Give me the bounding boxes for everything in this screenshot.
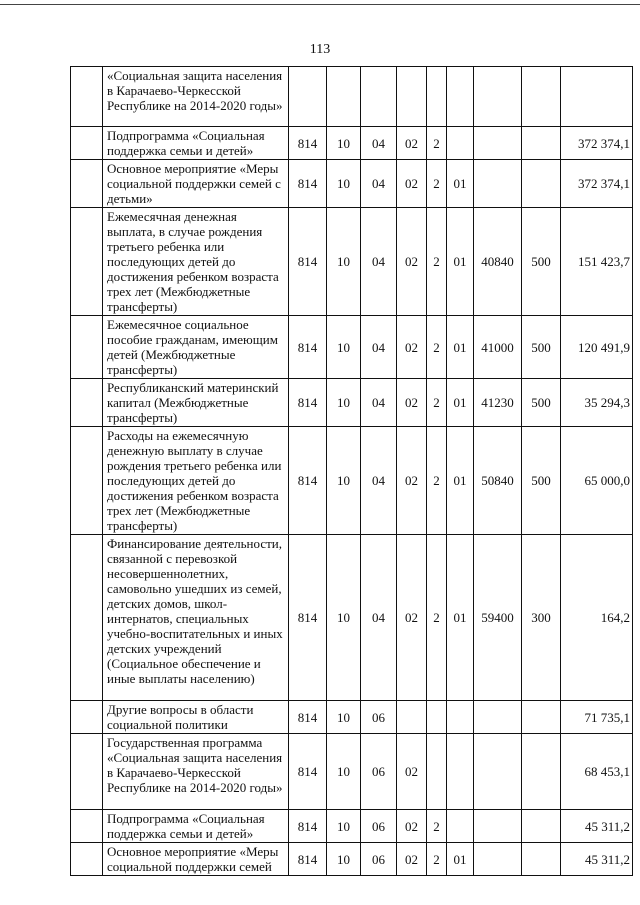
section-code: 10	[327, 734, 361, 810]
target-article-part-4: 41230	[474, 379, 522, 427]
grbs-code: 814	[289, 316, 327, 379]
amount: 65 000,0	[561, 427, 633, 535]
target-article-part-3	[447, 127, 474, 160]
target-article-part-2: 2	[427, 379, 447, 427]
row-number-cell	[71, 316, 103, 379]
table-row	[71, 316, 633, 379]
target-article-part-1: 02	[397, 843, 427, 876]
target-article-part-3	[447, 67, 474, 127]
row-number-cell	[71, 427, 103, 535]
row-number-cell	[71, 208, 103, 316]
item-name: Подпрограмма «Социальная поддержка семьи и детей»	[103, 810, 289, 843]
expense-type-code	[522, 67, 561, 127]
target-article-part-1: 02	[397, 208, 427, 316]
scan-top-edge	[0, 4, 640, 5]
target-article-part-1: 02	[397, 427, 427, 535]
target-article-part-3: 01	[447, 535, 474, 701]
table-row	[71, 208, 633, 316]
target-article-part-1: 02	[397, 127, 427, 160]
target-article-part-4	[474, 160, 522, 208]
item-name: Другие вопросы в области социальной политики	[103, 701, 289, 734]
grbs-code: 814	[289, 127, 327, 160]
amount: 164,2	[561, 535, 633, 701]
row-number-cell	[71, 843, 103, 876]
page-number: 113	[309, 42, 331, 57]
subsection-code: 04	[361, 208, 397, 316]
section-code: 10	[327, 535, 361, 701]
amount: 68 453,1	[561, 734, 633, 810]
amount: 372 374,1	[561, 127, 633, 160]
target-article-part-4	[474, 67, 522, 127]
target-article-part-3: 01	[447, 208, 474, 316]
item-name: «Социальная защита населения в Карачаево-Черкесской Республике на 2014-2020 годы»	[103, 67, 289, 127]
expense-type-code	[522, 127, 561, 160]
grbs-code: 814	[289, 734, 327, 810]
table-row	[71, 810, 633, 843]
row-number-cell	[71, 127, 103, 160]
expense-type-code: 500	[522, 316, 561, 379]
target-article-part-3: 01	[447, 379, 474, 427]
amount: 45 311,2	[561, 843, 633, 876]
target-article-part-3: 01	[447, 160, 474, 208]
table-row	[71, 67, 633, 127]
target-article-part-4: 59400	[474, 535, 522, 701]
expense-type-code: 500	[522, 208, 561, 316]
amount: 372 374,1	[561, 160, 633, 208]
target-article-part-4: 40840	[474, 208, 522, 316]
target-article-part-1: 02	[397, 810, 427, 843]
item-name: Республиканский материнский капитал (Межбюджетные трансферты)	[103, 379, 289, 427]
table-row	[71, 427, 633, 535]
section-code: 10	[327, 701, 361, 734]
section-code: 10	[327, 316, 361, 379]
target-article-part-2: 2	[427, 127, 447, 160]
item-name: Государственная программа «Социальная защита населения в Карачаево-Черкесской Республике на 2014-2020 годы»	[103, 734, 289, 810]
target-article-part-2	[427, 701, 447, 734]
subsection-code	[361, 67, 397, 127]
grbs-code: 814	[289, 810, 327, 843]
subsection-code: 04	[361, 427, 397, 535]
target-article-part-4	[474, 810, 522, 843]
grbs-code: 814	[289, 535, 327, 701]
row-number-cell	[71, 160, 103, 208]
expense-type-code	[522, 701, 561, 734]
subsection-code: 06	[361, 810, 397, 843]
expense-type-code	[522, 160, 561, 208]
subsection-code: 04	[361, 379, 397, 427]
target-article-part-3	[447, 734, 474, 810]
target-article-part-1	[397, 67, 427, 127]
target-article-part-2: 2	[427, 160, 447, 208]
target-article-part-3	[447, 810, 474, 843]
target-article-part-1: 02	[397, 734, 427, 810]
amount: 45 311,2	[561, 810, 633, 843]
row-number-cell	[71, 734, 103, 810]
grbs-code: 814	[289, 427, 327, 535]
expense-type-code	[522, 810, 561, 843]
amount: 120 491,9	[561, 316, 633, 379]
target-article-part-1: 02	[397, 316, 427, 379]
item-name: Подпрограмма «Социальная поддержка семьи и детей»	[103, 127, 289, 160]
subsection-code: 06	[361, 701, 397, 734]
subsection-code: 06	[361, 734, 397, 810]
target-article-part-4	[474, 127, 522, 160]
subsection-code: 04	[361, 316, 397, 379]
section-code	[327, 67, 361, 127]
target-article-part-2: 2	[427, 208, 447, 316]
table-row	[71, 160, 633, 208]
grbs-code: 814	[289, 160, 327, 208]
target-article-part-2: 2	[427, 843, 447, 876]
item-name: Финансирование деятельности, связанной с перевозкой несовершеннолетних, самовольно ушедших из семей, детских домов, школ-интернатов, специальных учебно-воспитательных и иных детских учреждений (Социальное обеспечение и иные выплаты населению)	[103, 535, 289, 701]
item-name: Расходы на ежемесячную денежную выплату в случае рождения третьего ребенка или последующих детей до достижения ребенком возраста трех лет (Межбюджетные трансферты)	[103, 427, 289, 535]
amount: 151 423,7	[561, 208, 633, 316]
target-article-part-4	[474, 734, 522, 810]
grbs-code: 814	[289, 843, 327, 876]
target-article-part-3: 01	[447, 316, 474, 379]
table-row	[71, 379, 633, 427]
row-number-cell	[71, 379, 103, 427]
grbs-code	[289, 67, 327, 127]
target-article-part-1: 02	[397, 535, 427, 701]
target-article-part-2: 2	[427, 316, 447, 379]
item-name: Основное мероприятие «Меры социальной поддержки семей	[103, 843, 289, 876]
target-article-part-4	[474, 701, 522, 734]
row-number-cell	[71, 535, 103, 701]
section-code: 10	[327, 208, 361, 316]
target-article-part-3	[447, 701, 474, 734]
target-article-part-4	[474, 843, 522, 876]
expense-type-code	[522, 734, 561, 810]
target-article-part-3: 01	[447, 843, 474, 876]
section-code: 10	[327, 160, 361, 208]
target-article-part-2: 2	[427, 535, 447, 701]
row-number-cell	[71, 701, 103, 734]
grbs-code: 814	[289, 701, 327, 734]
subsection-code: 04	[361, 127, 397, 160]
target-article-part-2	[427, 67, 447, 127]
expense-type-code	[522, 843, 561, 876]
row-number-cell	[71, 67, 103, 127]
grbs-code: 814	[289, 379, 327, 427]
expense-type-code: 500	[522, 427, 561, 535]
section-code: 10	[327, 427, 361, 535]
item-name: Основное мероприятие «Меры социальной поддержки семей с детьми»	[103, 160, 289, 208]
amount	[561, 67, 633, 127]
amount: 35 294,3	[561, 379, 633, 427]
amount: 71 735,1	[561, 701, 633, 734]
item-name: Ежемесячная денежная выплата, в случае рождения третьего ребенка или последующих детей до достижения ребенком возраста трех лет (Межбюджетные трансферты)	[103, 208, 289, 316]
section-code: 10	[327, 843, 361, 876]
subsection-code: 04	[361, 160, 397, 208]
budget-table	[70, 66, 633, 876]
section-code: 10	[327, 379, 361, 427]
target-article-part-2	[427, 734, 447, 810]
table-row	[71, 535, 633, 701]
table-row	[71, 701, 633, 734]
table-row	[71, 843, 633, 876]
subsection-code: 06	[361, 843, 397, 876]
target-article-part-1	[397, 701, 427, 734]
grbs-code: 814	[289, 208, 327, 316]
item-name: Ежемесячное социальное пособие гражданам, имеющим детей (Межбюджетные трансферты)	[103, 316, 289, 379]
target-article-part-3: 01	[447, 427, 474, 535]
target-article-part-2: 2	[427, 427, 447, 535]
target-article-part-4: 41000	[474, 316, 522, 379]
expense-type-code: 500	[522, 379, 561, 427]
target-article-part-4: 50840	[474, 427, 522, 535]
table-row	[71, 127, 633, 160]
target-article-part-1: 02	[397, 379, 427, 427]
section-code: 10	[327, 127, 361, 160]
section-code: 10	[327, 810, 361, 843]
row-number-cell	[71, 810, 103, 843]
subsection-code: 04	[361, 535, 397, 701]
target-article-part-1: 02	[397, 160, 427, 208]
target-article-part-2: 2	[427, 810, 447, 843]
table-row	[71, 734, 633, 810]
expense-type-code: 300	[522, 535, 561, 701]
